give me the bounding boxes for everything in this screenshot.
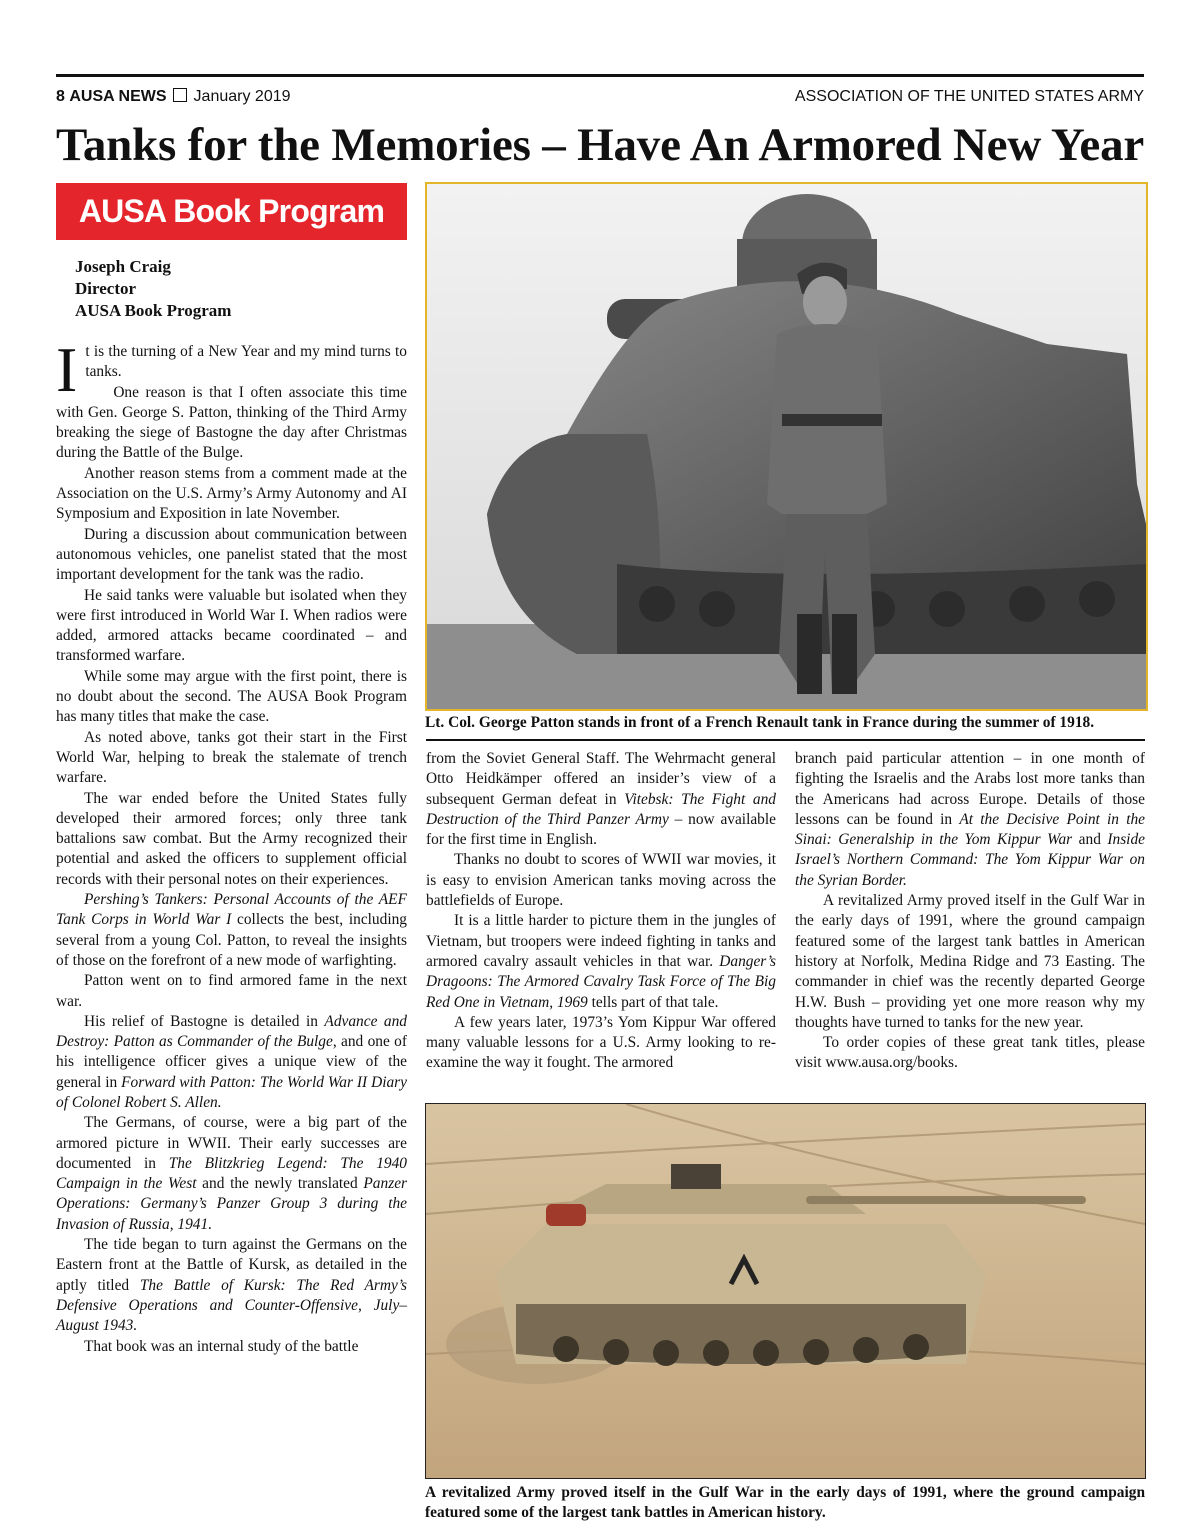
- book-title: The Blitzkrieg Legend: The 1940 Campaign in the West: [56, 1154, 407, 1193]
- article-paragraph: As noted above, tanks got their start in the First World War, helping to break the stalemate of trench warfare.: [56, 728, 407, 787]
- article-column-2: [426, 749, 776, 1074]
- book-title: At the Decisive Point in the Sinai: Generalship in the Yom Kippur War: [795, 810, 1145, 849]
- gulf-war-tank-photo: [425, 1103, 1146, 1479]
- page-header: [56, 88, 1144, 110]
- article-paragraph: The tide began to turn against the Germans on the Eastern front at the Battle of Kursk, as detailed in the aptly titled The Battle of Kursk: The Red Army’s Defensive Operations and Counter-Offensive, July–August 1943.: [56, 1236, 407, 1335]
- caption-rule: [426, 739, 1145, 741]
- section-banner: AUSA Book Program: [56, 183, 407, 240]
- header-rule: [56, 74, 1144, 77]
- article-paragraph: A few years later, 1973’s Yom Kippur War offered many valuable lessons for a U.S. Army looking to re-examine the way it fought. The armored: [426, 1013, 776, 1072]
- page-number: 8: [56, 88, 65, 105]
- article-paragraph: A revitalized Army proved itself in the Gulf War in the early days of 1991, where the ground campaign featured some of the largest tank battles in American history at Norfolk, Medina Ridge and 73 Easting. The commander in chief was the recently departed George H.W. Bush – providing yet one more reason why my thoughts have turned to tanks for the new year.: [795, 892, 1145, 1031]
- article-paragraph: It is the turning of a New Year and my mind turns to tanks.: [56, 334, 407, 405]
- headline: Tanks for the Memories – Have An Armored New Year: [56, 119, 1145, 171]
- article-paragraph: Another reason stems from a comment made at the Association on the U.S. Army’s Army Autonomy and AI Symposium and Exposition in late November.: [56, 464, 407, 523]
- author-title: Director: [75, 279, 137, 298]
- article-column-3: [795, 749, 1145, 1074]
- gulf-war-tank-image: [426, 1104, 1145, 1478]
- article-paragraph: branch paid particular attention – in one month of fighting the Israelis and the Arabs lost more tanks than the Americans had across Europe. Details of those lessons can be found in At the Decisive Point in the Sinai: Generalship in the Yom Kippur War and Inside Israel’s Northern Command: The Yom Kippur War on the Syrian Border.: [795, 750, 1145, 889]
- book-title: The Battle of Kursk: The Red Army’s Defensive Operations and Counter-Offensive, July–August 1943.: [56, 1276, 407, 1335]
- article-paragraph: Pershing’s Tankers: Personal Accounts of the AEF Tank Corps in World War I collects the best, including several from a young Col. Patton, to reveal the insights of those on the forefront of a new mode of warfighting.: [56, 891, 407, 969]
- book-title: Forward with Patton: The World War II Diary of Colonel Robert S. Allen.: [56, 1073, 408, 1111]
- book-title: Danger’s Dragoons: The Armored Cavalry Task Force of The Big Red One in Vietnam, 1969: [426, 952, 776, 1011]
- patton-renault-tank-photo: [425, 182, 1148, 711]
- article-paragraph: His relief of Bastogne is detailed in Advance and Destroy: Patton as Commander of the Bulge, and one of his intelligence officer gives a unique view of the general in Forward with Patton: The World War II Diary of Colonel Robert S. Allen.: [56, 1012, 408, 1111]
- organization-name: ASSOCIATION OF THE UNITED STATES ARMY: [794, 88, 1144, 105]
- article-paragraph: The war ended before the United States fully developed their armored forces; only three tank battalions saw combat. But the Army recognized their potential and asked the officers to supplement official records with their personal notes on their experiences.: [56, 789, 407, 888]
- article-column-1: [56, 334, 408, 1357]
- article-paragraph: To order copies of these great tank titles, please visit www.ausa.org/books.: [795, 1034, 1145, 1072]
- article-paragraph: It is a little harder to picture them in the jungles of Vietnam, but troopers were indeed fighting in tanks and armored cavalry assault vehicles in that war. Danger’s Dragoons: The Armored Cavalry Task Force of The Big Red One in Vietnam, 1969 tells part of that tale.: [426, 912, 776, 1011]
- article-paragraph: from the Soviet General Staff. The Wehrmacht general Otto Heidkämper offered an insider’s view of a subsequent German defeat in Vitebsk: The Fight and Destruction of the Third Panzer Army – now available for the first time in English.: [426, 750, 777, 849]
- issue-date: January 2019: [193, 88, 291, 105]
- publication-name: AUSA NEWS: [69, 88, 167, 105]
- author-program: AUSA Book Program: [75, 301, 232, 320]
- book-title: Pershing’s Tankers: Personal Accounts of the AEF Tank Corps in World War I: [56, 891, 407, 929]
- book-title: Panzer Operations: Germany’s Panzer Group 3 during the Invasion of Russia, 1941.: [56, 1175, 408, 1233]
- article-paragraph: Patton went on to find armored fame in the next war.: [56, 972, 407, 1010]
- checkbox-icon: [173, 88, 187, 102]
- article-paragraph: Thanks no doubt to scores of WWII war movies, it is easy to envision American tanks moving across the battlefields of Europe.: [426, 851, 776, 910]
- article-paragraph: He said tanks were valuable but isolated when they were first introduced in World War I. When radios were added, armored attacks became coordinated – and transformed warfare.: [56, 586, 407, 665]
- book-title: Advance and Destroy: Patton as Commander of the Bulge: [56, 1012, 407, 1051]
- article-paragraph: One reason is that I often associate this time with Gen. George S. Patton, thinking of the Third Army breaking the siege of Bastogne the day after Christmas during the Battle of the Bulge.: [56, 383, 407, 462]
- book-title: Vitebsk: The Fight and Destruction of the Third Panzer Army: [426, 790, 777, 828]
- photo-caption: A revitalized Army proved itself in the Gulf War in the early days of 1991, where the ground campaign featured some of the largest tank battles in American history.: [425, 1484, 1145, 1521]
- book-title: Inside Israel’s Northern Command: The Yom Kippur War on the Syrian Border.: [795, 831, 1145, 889]
- byline: [75, 256, 231, 322]
- photo-caption: Lt. Col. George Patton stands in front of a French Renault tank in France during the summer of 1918.: [425, 714, 1095, 731]
- article-paragraph: While some may argue with the first point, there is no doubt about the second. The AUSA Book Program has many titles that make the case.: [56, 667, 407, 726]
- article-paragraph: The Germans, of course, were a big part of the armored picture in WWII. Their early successes are documented in The Blitzkrieg Legend: The 1940 Campaign in the West and the newly translated Panzer Operations: Germany’s Panzer Group 3 during the Invasion of Russia, 1941.: [56, 1114, 408, 1233]
- drop-cap: I: [56, 334, 78, 405]
- author-name: Joseph Craig: [75, 257, 171, 276]
- article-paragraph: That book was an internal study of the battle: [84, 1337, 359, 1355]
- header-left: [56, 88, 291, 106]
- article-paragraph: During a discussion about communication between autonomous vehicles, one panelist stated that the most important development for the tank was the radio.: [56, 525, 407, 584]
- patton-tank-image: [427, 184, 1146, 709]
